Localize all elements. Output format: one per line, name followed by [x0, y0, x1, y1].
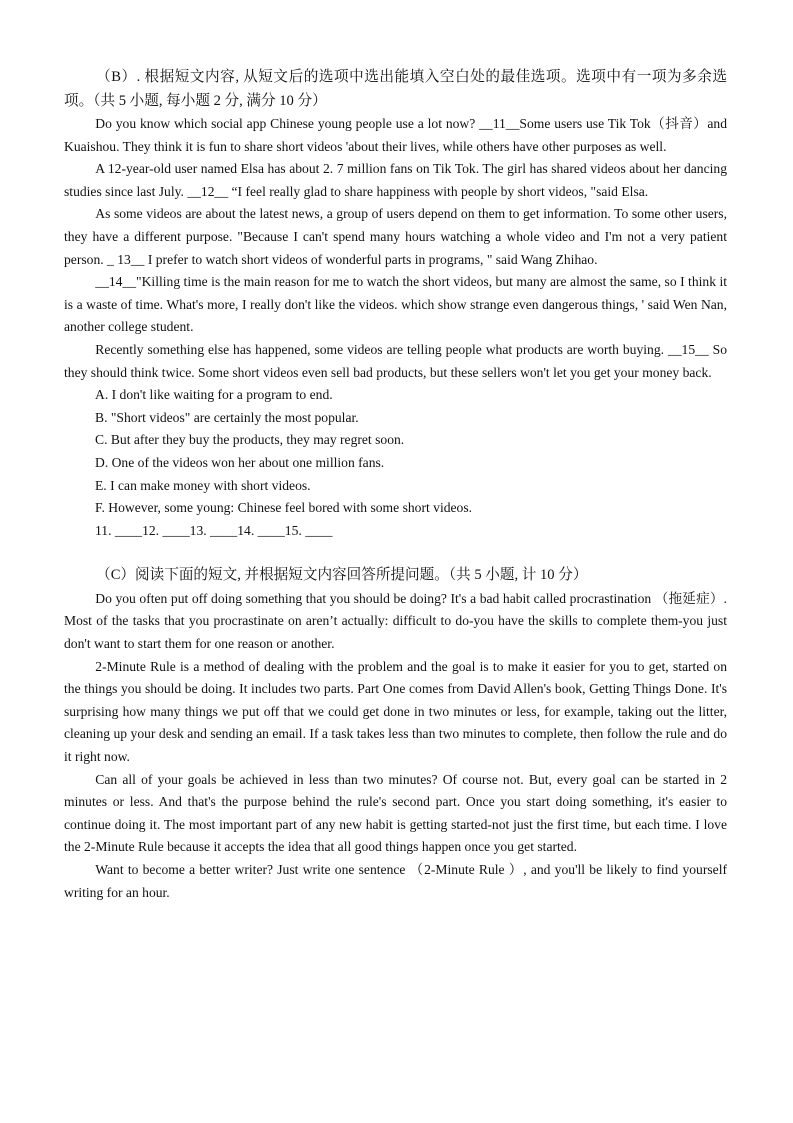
- section-c-heading: （C）阅读下面的短文, 并根据短文内容回答所提问题。（共 5 小题, 计 10 分）: [96, 567, 588, 584]
- section-c-paragraph-2: 2-Minute Rule is a method of dealing with the problem and the goal is to make it easier for you to get, started on the things you should be doing. It includes two parts. Part One comes from David Allen's book, Getting Things Done. It's surprising how many things we put off that we could get done in two minutes or less, for example, taking out the litter, cleaning up your desk and sending an email. If a task takes less than two minutes to complete, then follow the rule and do it right now.: [64, 658, 727, 764]
- section-gap: [64, 542, 727, 564]
- section-b-paragraph-1: Do you know which social app Chinese young people use a lot now? __11__Some users use Tik Tok（抖音）and Kuaishou. They think it is fun to share short videos 'about their lives, while others have other purposes as well.: [64, 116, 727, 154]
- section-c-paragraph-3: Can all of your goals be achieved in less than two minutes? Of course not. But, every goal can be started in 2 minutes or less. And that's the purpose behind the rule's second part. Once you start doing something, it's easier to continue doing it. The most important part of any new habit is getting started-not just the first time, but each time. I love the 2-Minute Rule because it accepts the idea that all good things happen once you get started.: [64, 771, 727, 855]
- option-f: F. However, some young: Chinese feel bored with some short videos.: [95, 500, 473, 516]
- option-d: D. One of the videos won her about one million fans.: [95, 454, 385, 470]
- section-b-paragraph-2: A 12-year-old user named Elsa has about 2. 7 million fans on Tik Tok. The girl has shared videos about her dancing studies since last July. __12__ “I feel really glad to share happiness with people by short videos, "said Elsa.: [64, 161, 727, 199]
- option-b: B. "Short videos" are certainly the most popular.: [95, 409, 359, 425]
- section-b-heading: （B）. 根据短文内容, 从短文后的选项中选出能填入空白处的最佳选项。选项中有一项为多余选项。（共 5 小题, 每小题 2 分, 满分 10 分）: [64, 69, 727, 109]
- section-c-paragraph-1: Do you often put off doing something that you should be doing? It's a bad habit called procrastination （拖延症）. Most of the tasks that you procrastinate on aren’t actually: difficult to do-you have the skills to complete them-you just don't want to start them for one reason or another.: [64, 590, 727, 651]
- option-a: A. I don't like waiting for a program to end.: [95, 387, 333, 403]
- section-b-paragraph-3: As some videos are about the latest news, a group of users depend on them to get information. To some other users, they have a different purpose. "Because I can't spend many hours watching a whole video and I'm not a very patient person. _ 13__ I prefer to watch short videos of wonderful parts in programs, " said Wang Zhihao.: [64, 206, 727, 267]
- option-c: C. But after they buy the products, they may regret soon.: [95, 432, 405, 448]
- section-b-paragraph-4: __14__"Killing time is the main reason for me to watch the short videos, but many are almost the same, so I think it is a waste of time. What's more, I really don't like the videos. which show strange even dangerous things, ' said Wen Nan, another college student.: [64, 274, 727, 335]
- section-b-paragraph-5: Recently something else has happened, some videos are telling people what products are worth buying. __15__ So they should think twice. Some short videos even sell bad products, but these sellers won't let you get your money back.: [64, 341, 727, 380]
- answer-blanks: 11. ____12. ____13. ____14. ____15. ____: [95, 522, 333, 538]
- option-e: E. I can make money with short videos.: [95, 477, 311, 493]
- section-c-paragraph-4: Want to become a better writer? Just write one sentence （2-Minute Rule ）, and you'll be likely to find yourself writing for an hour.: [64, 861, 727, 900]
